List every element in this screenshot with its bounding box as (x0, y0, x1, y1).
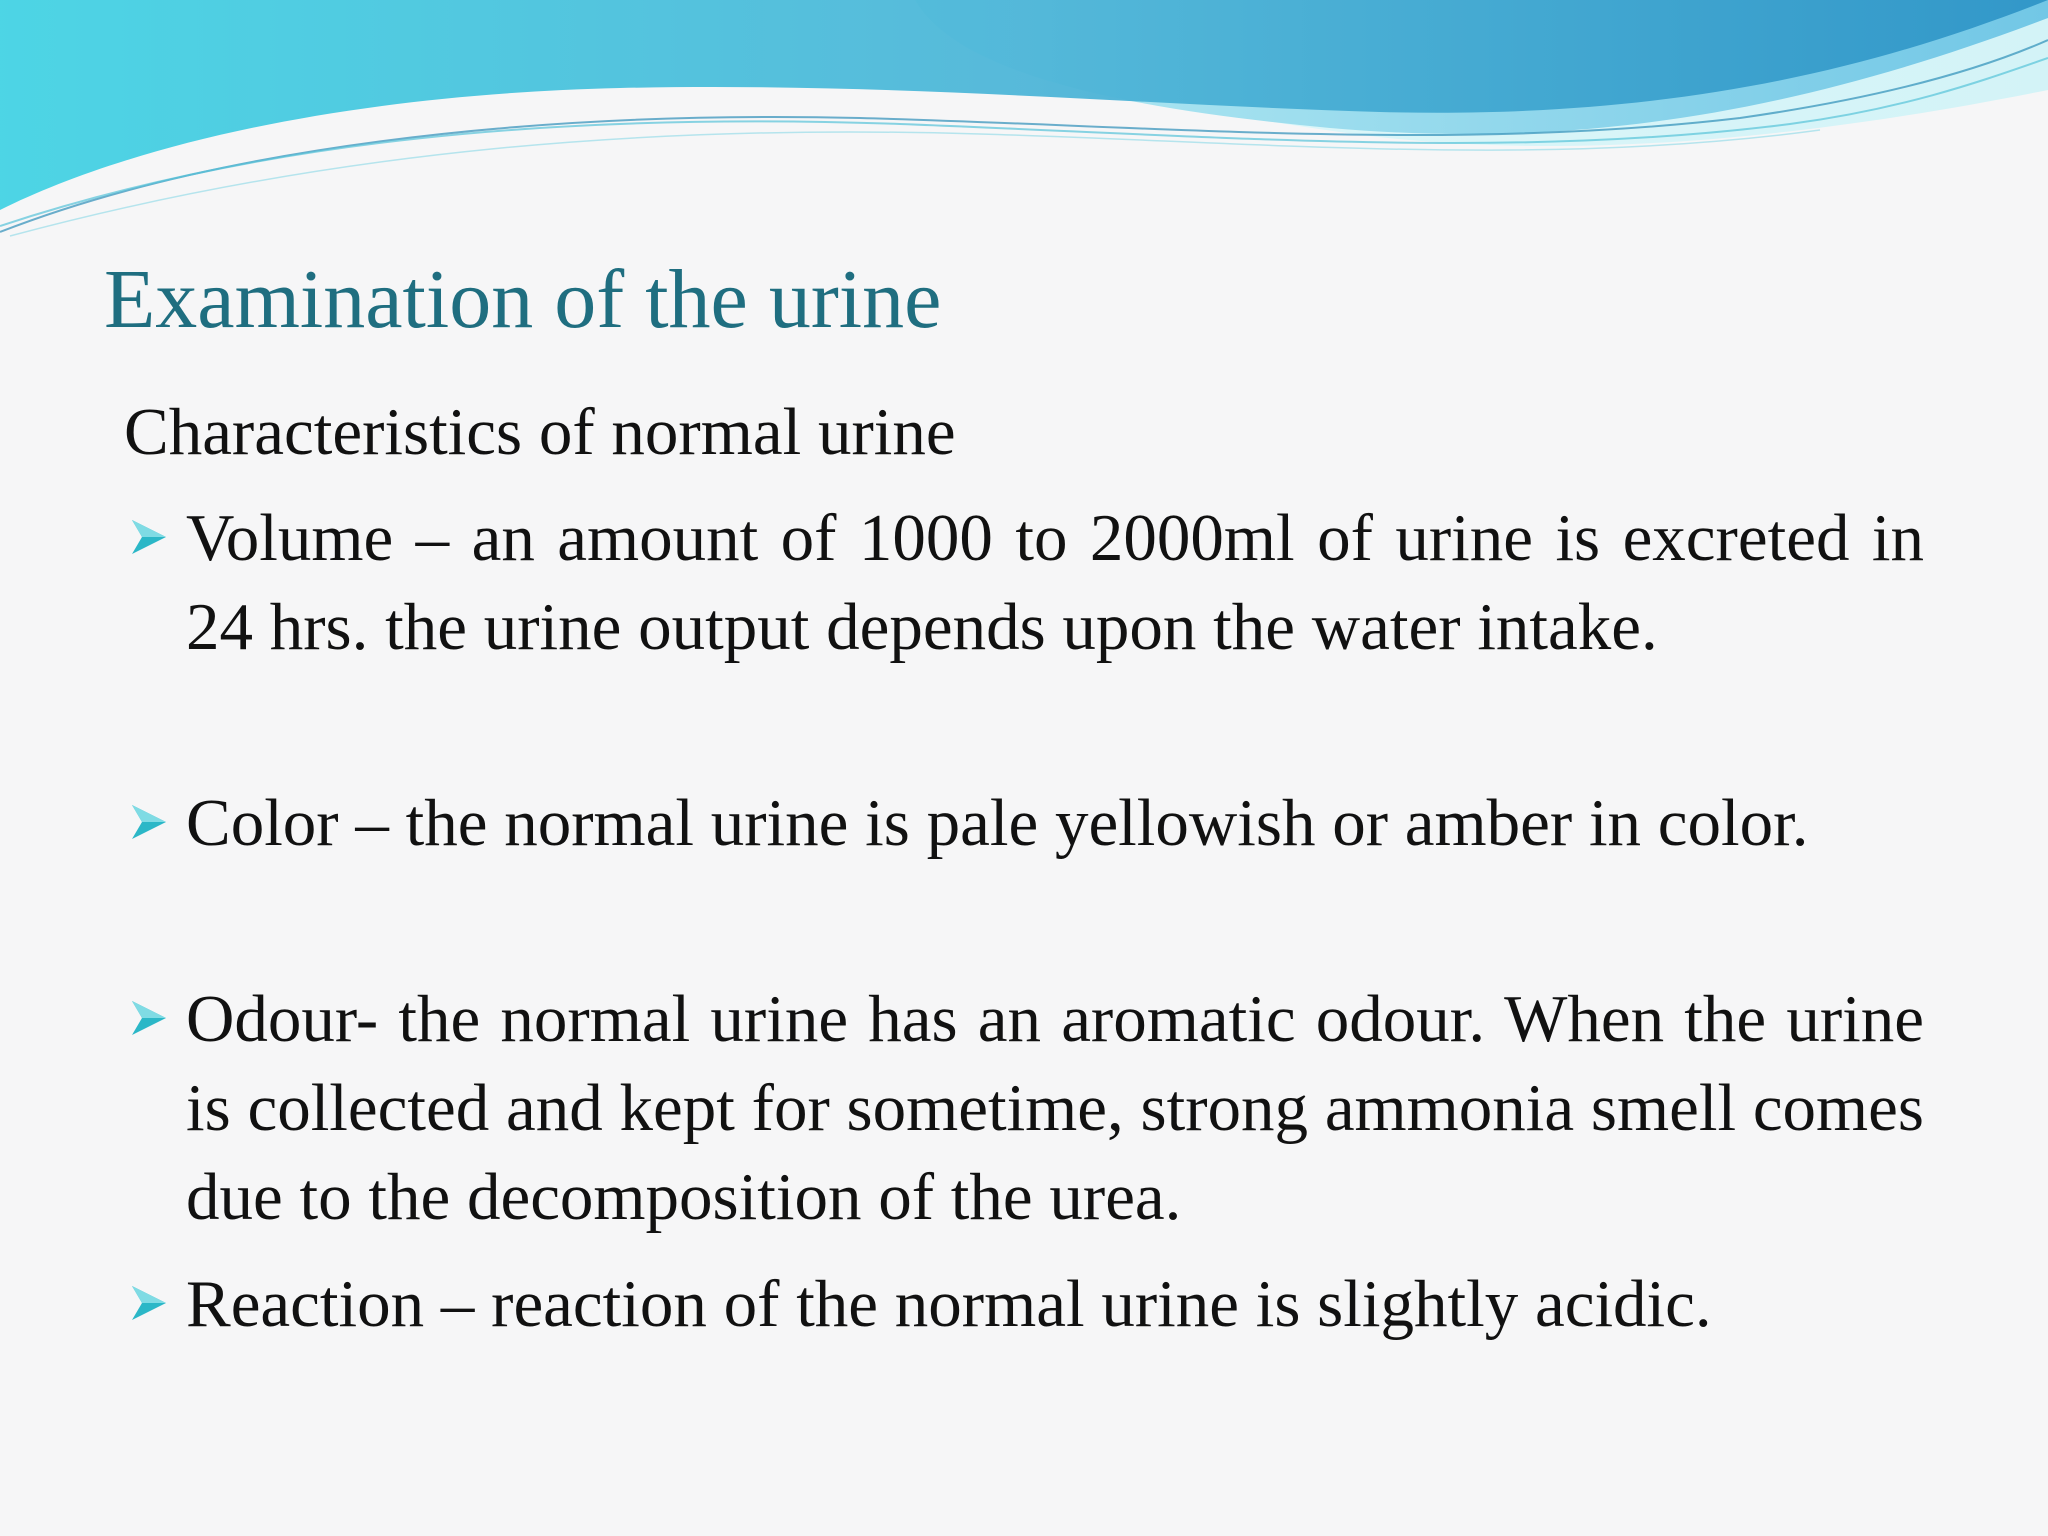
header-wave-banner (0, 0, 2048, 240)
slide-title: Examination of the urine (104, 253, 942, 346)
bullet-text: Volume – an amount of 1000 to 2000ml of urine is excreted in 24 hrs. the urine output depends upon the water intake. (186, 501, 1924, 664)
arrowhead-bullet-icon (128, 801, 170, 843)
arrowhead-bullet-icon (128, 516, 170, 558)
arrowhead-bullet-icon (128, 1282, 170, 1324)
bullet-text: Color – the normal urine is pale yellowish or amber in color. (186, 786, 1809, 860)
bullet-text: Odour- the normal urine has an aromatic odour. When the urine is collected and kept for sometime, strong ammonia smell comes due to the decomposition of the urea. (186, 982, 1924, 1234)
bullet-text: Reaction – reaction of the normal urine is slightly acidic. (186, 1267, 1712, 1341)
arrowhead-bullet-icon (128, 997, 170, 1039)
slide-subtitle: Characteristics of normal urine (124, 395, 956, 469)
